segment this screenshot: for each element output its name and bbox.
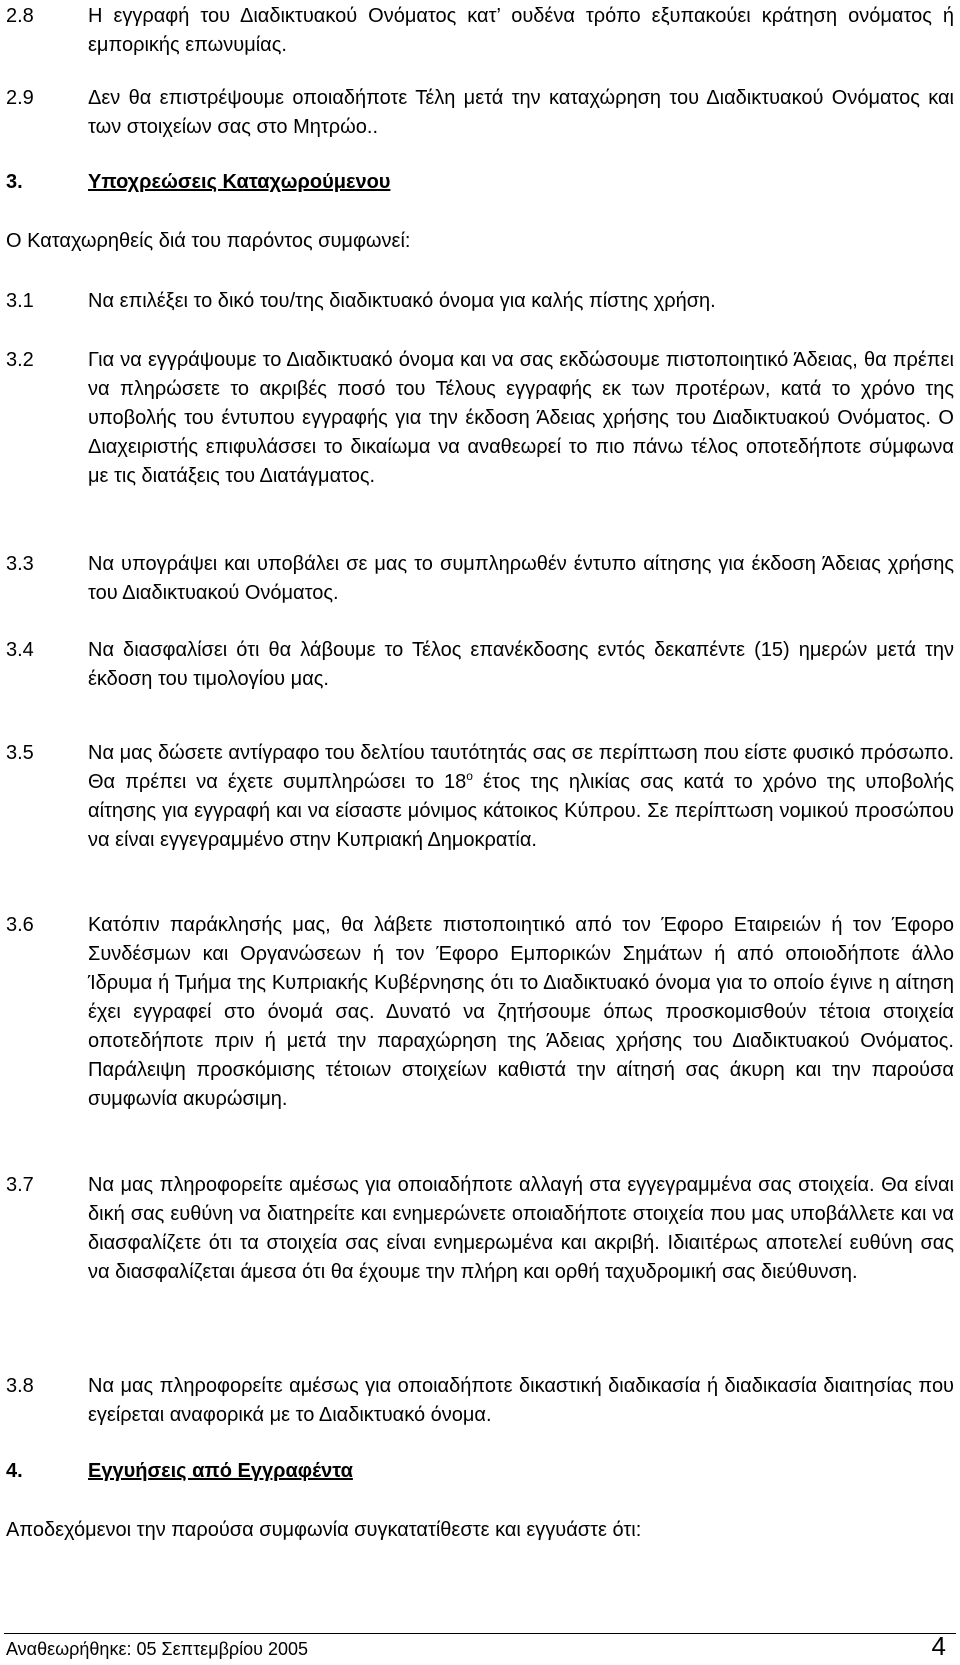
footer-revision-date: Αναθεωρήθηκε: 05 Σεπτεμβρίου 2005 xyxy=(6,1639,309,1659)
clause-3-5 xyxy=(6,739,954,855)
clause-number: 3.4 xyxy=(6,639,34,661)
clause-2-8 xyxy=(6,2,954,60)
clause-3-2 xyxy=(6,346,954,491)
clause-3-8 xyxy=(6,1372,954,1430)
page-number: 4 xyxy=(931,1631,946,1661)
clause-3-1 xyxy=(6,287,954,316)
clause-text-part: Να μας δώσετε αντίγραφο του δελτίου ταυτότητάς σας σε περίπτωση που είστε φυσικό πρόσωπο. Θα πρέπει να έχετε συμπληρώσει το 18 xyxy=(88,742,954,793)
clause-text-part: έτος της ηλικίας σας κατά το χρόνο της υποβολής αίτησης για εγγραφή και να είσαστε μόνιμος κάτοικος Κύπρου. Σε περίπτωση νομικού προσώπου να είναι εγγεγραμμένο στην Κυπριακή Δημοκρατία. xyxy=(88,771,955,851)
clause-text xyxy=(88,739,954,855)
section-4-intro: Αποδεχόμενοι την παρούσα συμφωνία συγκατατίθεστε και εγγυάστε ότι: xyxy=(6,1519,642,1541)
section-heading-4 xyxy=(6,1457,954,1486)
clause-text: Κατόπιν παράκλησής μας, θα λάβετε πιστοποιητικό από τον Έφορο Εταιρειών ή τον Έφορο Συνδέσμων και Οργανώσεων ή τον Έφορο Εμπορικών Σημάτων ή από οποιοδήποτε άλλο Ίδρυμα ή Τμήμα της Κυπριακής Κυβέρνησης ότι το Διαδικτυακό όνομα για το οποίο έγινε η αίτηση έχει εγγραφεί στο όνομά σας. Δυνατό να ζητήσουμε όπως προσκομισθούν τέτοια στοιχεία οποτεδήποτε πριν ή μετά την παραχώρηση της Άδειας χρήσης του Διαδικτυακού Ονόματος. Παράλειψη προσκόμισης τέτοιων στοιχείων καθιστά την αίτησή σας άκυρη και την παρούσα συμφωνία ακυρώσιμη. xyxy=(88,914,954,1110)
clause-number: 3.8 xyxy=(6,1375,34,1397)
clause-text: Η εγγραφή του Διαδικτυακού Ονόματος κατ’ ουδένα τρόπο εξυπακούει κράτηση ονόματος ή εμπορικής επωνυμίας. xyxy=(88,5,954,56)
clause-text: Να υπογράψει και υποβάλει σε μας το συμπληρωθέν έντυπο αίτησης για έκδοση Άδειας χρήσης του Διαδικτυακού Ονόματος. xyxy=(88,553,954,604)
section-number: 4. xyxy=(6,1460,23,1482)
section-number: 3. xyxy=(6,171,23,193)
clause-3-6 xyxy=(6,911,954,1114)
clause-text: Να μας πληροφορείτε αμέσως για οποιαδήποτε αλλαγή στα εγγεγραμμένα σας στοιχεία. Θα είναι δική σας ευθύνη να διατηρείτε και ενημερώνετε οποιαδήποτε στοιχεία που μας υποβάλλετε και να διασφαλίζετε ότι τα στοιχεία σας είναι ενημερωμένα και ακριβή. Ιδιαιτέρως αποτελεί ευθύνη σας να διασφαλίζεται άμεσα ότι θα έχουμε την πλήρη και ορθή ταχυδρομική σας διεύθυνση. xyxy=(88,1174,954,1283)
clause-3-7 xyxy=(6,1171,954,1287)
clause-number: 3.1 xyxy=(6,290,34,312)
section-3-intro: Ο Καταχωρηθείς διά του παρόντος συμφωνεί: xyxy=(6,230,411,252)
clause-3-4 xyxy=(6,636,954,694)
clause-3-3 xyxy=(6,550,954,608)
clause-text: Να επιλέξει το δικό του/της διαδικτυακό όνομα για καλής πίστης χρήση. xyxy=(88,290,716,312)
clause-text: Για να εγγράψουμε το Διαδικτυακό όνομα και να σας εκδώσουμε πιστοποιητικό Άδειας, θα πρέπει να πληρώσετε το ακριβές ποσό του Τέλους εγγραφής εκ των προτέρων, κατά το χρόνο της υποβολής του έντυπου εγγραφής για την έκδοση Άδειας χρήσης του Διαδικτυακού Ονόματος. Ο Διαχειριστής επιφυλάσσει το δικαίωμα να αναθεωρεί το πιο πάνω τέλος οποτεδήποτε σύμφωνα με τις διατάξεις του Διατάγματος. xyxy=(88,349,954,487)
clause-number: 3.6 xyxy=(6,914,34,936)
section-heading-3 xyxy=(6,168,954,197)
section-title: Εγγυήσεις από Εγγραφέντα xyxy=(88,1460,353,1482)
clause-number: 3.3 xyxy=(6,553,34,575)
footer-divider xyxy=(4,1633,956,1634)
clause-number: 3.5 xyxy=(6,742,34,764)
ordinal-superscript: ο xyxy=(466,769,473,783)
clause-text: Δεν θα επιστρέψουμε οποιαδήποτε Τέλη μετά την καταχώρηση του Διαδικτυακού Ονόματος και των στοιχείων σας στο Μητρώο.. xyxy=(88,87,954,138)
clause-2-9 xyxy=(6,84,954,142)
clause-number: 2.9 xyxy=(6,87,34,109)
clause-text: Να διασφαλίσει ότι θα λάβουμε το Τέλος επανέκδοσης εντός δεκαπέντε (15) ημερών μετά την έκδοση του τιμολογίου μας. xyxy=(88,639,954,690)
clause-text: Να μας πληροφορείτε αμέσως για οποιαδήποτε δικαστική διαδικασία ή διαδικασία διαιτησίας που εγείρεται αναφορικά με το Διαδικτυακό όνομα. xyxy=(88,1375,954,1426)
section-title: Υποχρεώσεις Καταχωρούμενου xyxy=(88,171,391,193)
clause-number: 3.2 xyxy=(6,349,34,371)
clause-number: 3.7 xyxy=(6,1174,34,1196)
clause-number: 2.8 xyxy=(6,5,34,27)
